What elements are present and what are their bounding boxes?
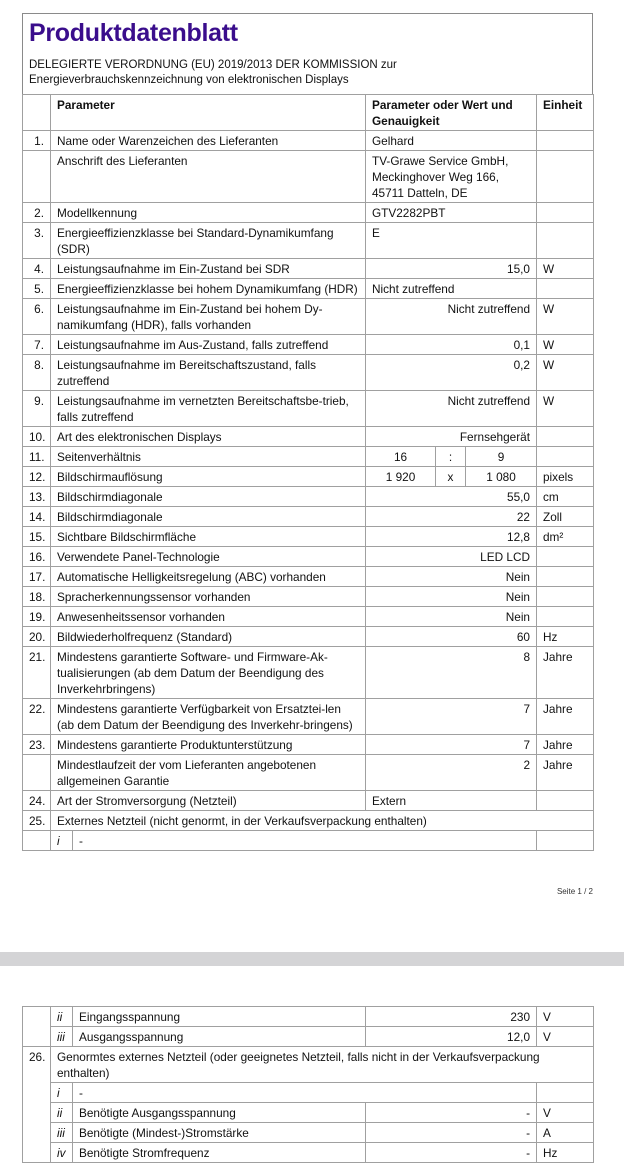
row-number: [23, 1027, 51, 1047]
row-value: 0,2: [366, 355, 537, 391]
row-value-b: 1 080: [466, 467, 537, 487]
row-number: 14.: [23, 507, 51, 527]
sub-parameter: Benötigte (Mindest-)Stromstärke: [73, 1123, 366, 1143]
table-row: [23, 259, 594, 279]
table-row: [23, 391, 594, 427]
row-parameter: Mindestens garantierte Software- und Firmware-Ak-tualisierungen (ab dem Datum der Beendigung des Inverkehrbringens): [51, 647, 366, 699]
row-value: 15,0: [366, 259, 537, 279]
row-unit: [537, 567, 594, 587]
header-parameter: Parameter: [51, 95, 366, 131]
row-number: 2.: [23, 203, 51, 223]
sub-parameter: Eingangsspannung: [73, 1007, 366, 1027]
row-number: 25.: [23, 811, 51, 831]
row-value: 8: [366, 647, 537, 699]
table-row: [23, 527, 594, 547]
row-parameter: Mindestens garantierte Produktunterstützung: [51, 735, 366, 755]
sub-index: iii: [51, 1027, 73, 1047]
sub-unit: [537, 831, 594, 851]
table-row: [23, 151, 594, 203]
row-value-b: 9: [466, 447, 537, 467]
row-parameter: Bildwiederholfrequenz (Standard): [51, 627, 366, 647]
table-subrow: [23, 1083, 594, 1103]
row-value: 60: [366, 627, 537, 647]
row-number: 11.: [23, 447, 51, 467]
table-row: [23, 647, 594, 699]
table-row: [23, 507, 594, 527]
table-row: [23, 567, 594, 587]
row-unit: Jahre: [537, 699, 594, 735]
row-unit: cm: [537, 487, 594, 507]
row-unit: W: [537, 391, 594, 427]
sub-index: i: [51, 1083, 73, 1103]
row-value: Nicht zutreffend: [366, 299, 537, 335]
row-parameter: Energieeffizienzklasse bei hohem Dynamikumfang (HDR): [51, 279, 366, 299]
header-unit: Einheit: [537, 95, 594, 131]
row-unit: [537, 203, 594, 223]
row-number: 8.: [23, 355, 51, 391]
page-1: [22, 13, 593, 851]
row-parameter: Energieeffizienzklasse bei Standard-Dynamikumfang (SDR): [51, 223, 366, 259]
row-unit: [537, 791, 594, 811]
table-row: [23, 755, 594, 791]
row-number: [23, 831, 51, 851]
row-value: 22: [366, 507, 537, 527]
table-row: [23, 355, 594, 391]
row-value: 2: [366, 755, 537, 791]
row-value: Nein: [366, 587, 537, 607]
row-parameter: Bildschirmauflösung: [51, 467, 366, 487]
table-row: [23, 223, 594, 259]
row-parameter: Spracherkennungssensor vorhanden: [51, 587, 366, 607]
row-number: 12.: [23, 467, 51, 487]
row-value-a: 1 920: [366, 467, 436, 487]
row-unit: [537, 587, 594, 607]
row-unit: Zoll: [537, 507, 594, 527]
row-parameter: Automatische Helligkeitsregelung (ABC) vorhanden: [51, 567, 366, 587]
row-value: Nein: [366, 567, 537, 587]
row-parameter: Mindestlaufzeit der vom Lieferanten angebotenen allgemeinen Garantie: [51, 755, 366, 791]
row-unit: dm²: [537, 527, 594, 547]
sub-parameter: Benötigte Ausgangsspannung: [73, 1103, 366, 1123]
table-subrow: [23, 1007, 594, 1027]
row-number: 18.: [23, 587, 51, 607]
table-subrow: [23, 1143, 594, 1163]
page-title: Produktdatenblatt: [29, 19, 238, 47]
row-value: Nicht zutreffend: [366, 391, 537, 427]
table-row: [23, 131, 594, 151]
row-parameter: Verwendete Panel-Technologie: [51, 547, 366, 567]
row-number: 20.: [23, 627, 51, 647]
table-subrow: [23, 1027, 594, 1047]
sub-value: -: [366, 1103, 537, 1123]
row-parameter: Leistungsaufnahme im Aus-Zustand, falls zutreffend: [51, 335, 366, 355]
table-row: [23, 467, 594, 487]
row-value: TV-Grawe Service GmbH, Meckinghover Weg 166, 45711 Datteln, DE: [366, 151, 537, 203]
row-unit: [537, 131, 594, 151]
table-subrow: [23, 1103, 594, 1123]
row-unit: [537, 447, 594, 467]
row-parameter: Leistungsaufnahme im vernetzten Bereitschaftsbe-trieb, falls zutreffend: [51, 391, 366, 427]
row-parameter: Genormtes externes Netzteil (oder geeignetes Netzteil, falls nicht in der Verkaufsverpackung enthalten): [51, 1047, 594, 1083]
row-unit: [537, 279, 594, 299]
row-unit: [537, 547, 594, 567]
row-parameter: Art der Stromversorgung (Netzteil): [51, 791, 366, 811]
row-unit: [537, 151, 594, 203]
sub-parameter: Ausgangsspannung: [73, 1027, 366, 1047]
table-row: [23, 279, 594, 299]
row-unit: Jahre: [537, 735, 594, 755]
sub-unit: Hz: [537, 1143, 594, 1163]
row-value: 0,1: [366, 335, 537, 355]
row-unit: Jahre: [537, 755, 594, 791]
table-header-row: [23, 95, 594, 131]
row-number: 19.: [23, 607, 51, 627]
row-number: 16.: [23, 547, 51, 567]
page-2: [22, 1006, 593, 1163]
row-value: Nein: [366, 607, 537, 627]
document-header: [22, 13, 593, 94]
row-number: 13.: [23, 487, 51, 507]
row-number: 9.: [23, 391, 51, 427]
row-value: GTV2282PBT: [366, 203, 537, 223]
row-unit: Jahre: [537, 647, 594, 699]
row-unit: Hz: [537, 627, 594, 647]
table-subrow: [23, 1123, 594, 1143]
table-row: [23, 791, 594, 811]
row-value: 7: [366, 735, 537, 755]
sub-unit: [537, 1083, 594, 1103]
sub-value: 12,0: [366, 1027, 537, 1047]
table-row: [23, 699, 594, 735]
table-row: [23, 1047, 594, 1083]
row-number: 4.: [23, 259, 51, 279]
row-number: 17.: [23, 567, 51, 587]
row-value-separator: :: [436, 447, 466, 467]
table-row: [23, 547, 594, 567]
row-parameter: Anwesenheitssensor vorhanden: [51, 607, 366, 627]
row-number: 3.: [23, 223, 51, 259]
product-data-table-continued: [22, 1006, 594, 1163]
row-unit: W: [537, 259, 594, 279]
row-number: 15.: [23, 527, 51, 547]
sub-unit: V: [537, 1103, 594, 1123]
regulation-subtitle: DELEGIERTE VERORDNUNG (EU) 2019/2013 DER KOMMISSION zur Energieverbrauchskennzeichnung von elektronischen Displays: [29, 59, 397, 86]
table-row: [23, 735, 594, 755]
sub-parameter: -: [73, 831, 537, 851]
table-row: [23, 811, 594, 831]
header-number: [23, 95, 51, 131]
row-number: 5.: [23, 279, 51, 299]
sub-parameter: Benötigte Stromfrequenz: [73, 1143, 366, 1163]
row-parameter: Bildschirmdiagonale: [51, 507, 366, 527]
row-value: Fernsehgerät: [366, 427, 537, 447]
row-unit: W: [537, 299, 594, 335]
table-subrow: [23, 831, 594, 851]
row-number: 6.: [23, 299, 51, 335]
sub-index: iii: [51, 1123, 73, 1143]
row-parameter: Name oder Warenzeichen des Lieferanten: [51, 131, 366, 151]
row-parameter: Anschrift des Lieferanten: [51, 151, 366, 203]
row-number: 7.: [23, 335, 51, 355]
sub-index: ii: [51, 1103, 73, 1123]
row-parameter: Bildschirmdiagonale: [51, 487, 366, 507]
row-parameter: Leistungsaufnahme im Ein-Zustand bei hohem Dy-namikumfang (HDR), falls vorhanden: [51, 299, 366, 335]
header-value: Parameter oder Wert und Genauigkeit: [366, 95, 537, 131]
table-row: [23, 607, 594, 627]
sub-parameter: -: [73, 1083, 537, 1103]
row-number: 1.: [23, 131, 51, 151]
row-number: 10.: [23, 427, 51, 447]
sub-value: 230: [366, 1007, 537, 1027]
row-parameter: Sichtbare Bildschirmfläche: [51, 527, 366, 547]
table-row: [23, 587, 594, 607]
table-row: [23, 427, 594, 447]
row-parameter: Externes Netzteil (nicht genormt, in der Verkaufsverpackung enthalten): [51, 811, 594, 831]
row-value-a: 16: [366, 447, 436, 467]
row-number: 22.: [23, 699, 51, 735]
row-unit: W: [537, 355, 594, 391]
row-parameter: Modellkennung: [51, 203, 366, 223]
row-unit: [537, 427, 594, 447]
row-value: 7: [366, 699, 537, 735]
sub-index: ii: [51, 1007, 73, 1027]
row-parameter: Art des elektronischen Displays: [51, 427, 366, 447]
row-value: Nicht zutreffend: [366, 279, 537, 299]
table-row: [23, 203, 594, 223]
row-parameter: Leistungsaufnahme im Bereitschaftszustand, falls zutreffend: [51, 355, 366, 391]
row-number: [23, 151, 51, 203]
row-value: Extern: [366, 791, 537, 811]
table-row: [23, 447, 594, 467]
row-parameter: Seitenverhältnis: [51, 447, 366, 467]
sub-unit: A: [537, 1123, 594, 1143]
table-row: [23, 487, 594, 507]
row-number: 26.: [23, 1047, 51, 1163]
row-number: [23, 755, 51, 791]
row-unit: [537, 607, 594, 627]
row-parameter: Leistungsaufnahme im Ein-Zustand bei SDR: [51, 259, 366, 279]
row-number: [23, 1007, 51, 1027]
row-unit: [537, 223, 594, 259]
row-unit: pixels: [537, 467, 594, 487]
sub-unit: V: [537, 1007, 594, 1027]
sub-index: i: [51, 831, 73, 851]
row-number: 24.: [23, 791, 51, 811]
page-number: Seite 1 / 2: [556, 887, 593, 896]
row-value: 12,8: [366, 527, 537, 547]
table-row: [23, 299, 594, 335]
row-value-separator: x: [436, 467, 466, 487]
row-value: E: [366, 223, 537, 259]
row-unit: W: [537, 335, 594, 355]
sub-index: iv: [51, 1143, 73, 1163]
sub-value: -: [366, 1143, 537, 1163]
row-number: 23.: [23, 735, 51, 755]
sub-value: -: [366, 1123, 537, 1143]
table-row: [23, 335, 594, 355]
row-parameter: Mindestens garantierte Verfügbarkeit von Ersatztei-len (ab dem Datum der Beendigung des Inverkehr-bringens): [51, 699, 366, 735]
row-value: Gelhard: [366, 131, 537, 151]
sub-unit: V: [537, 1027, 594, 1047]
row-value: LED LCD: [366, 547, 537, 567]
table-row: [23, 627, 594, 647]
row-number: 21.: [23, 647, 51, 699]
row-value: 55,0: [366, 487, 537, 507]
page-separator: [0, 952, 624, 966]
product-data-table: [22, 94, 594, 851]
